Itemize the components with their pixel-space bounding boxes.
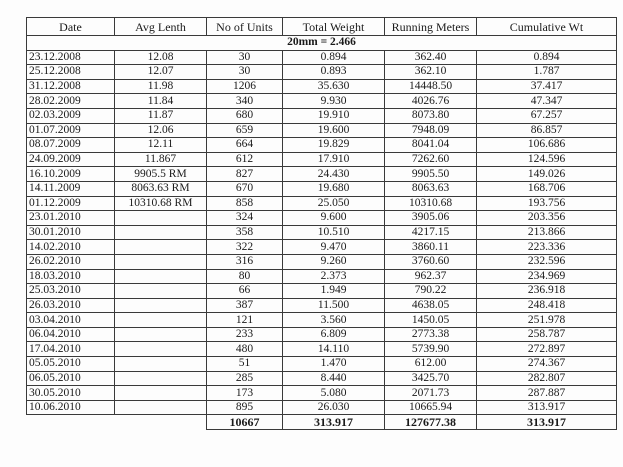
- table-row: [27, 342, 617, 357]
- cell-cumulative-wt: 47.347: [477, 94, 617, 109]
- cell-date: 26.03.2010: [27, 298, 115, 313]
- cell-cumulative-wt: 274.367: [477, 357, 617, 372]
- cell-date: 31.12.2008: [27, 79, 115, 94]
- cell-total-weight: 17.910: [283, 152, 385, 167]
- cell-running-meters: 7948.09: [385, 123, 477, 138]
- cell-cumulative-wt: 258.787: [477, 327, 617, 342]
- table-row: [27, 327, 617, 342]
- cell-cumulative-wt: 106.686: [477, 138, 617, 153]
- cell-total-weight: 19.600: [283, 123, 385, 138]
- cell-avg-length: [115, 254, 207, 269]
- cell-running-meters: 362.10: [385, 65, 477, 80]
- cell-running-meters: 790.22: [385, 284, 477, 299]
- cell-cumulative-wt: 223.336: [477, 240, 617, 255]
- cell-cumulative-wt: 251.978: [477, 313, 617, 328]
- cell-running-meters: 7262.60: [385, 152, 477, 167]
- cell-total-weight: 8.440: [283, 371, 385, 386]
- cell-total-weight: 10.510: [283, 225, 385, 240]
- cell-running-meters: 3905.06: [385, 211, 477, 226]
- table-row: [27, 65, 617, 80]
- cell-units: 30: [207, 65, 283, 80]
- cell-date: 10.06.2010: [27, 400, 115, 415]
- cell-total-weight: 9.260: [283, 254, 385, 269]
- cell-total-weight: 24.430: [283, 167, 385, 182]
- cell-total-weight: 9.470: [283, 240, 385, 255]
- cell-units: 173: [207, 386, 283, 401]
- cell-cumulative-wt: 193.756: [477, 196, 617, 211]
- cell-avg-length: [115, 211, 207, 226]
- cell-units: 664: [207, 138, 283, 153]
- cell-date: 17.04.2010: [27, 342, 115, 357]
- table-row: [27, 400, 617, 415]
- cell-date: 25.03.2010: [27, 284, 115, 299]
- table-row: [27, 298, 617, 313]
- cell-total-weight: 5.080: [283, 386, 385, 401]
- table-row: [27, 50, 617, 65]
- cell-total-weight: 11.500: [283, 298, 385, 313]
- cell-avg-length: [115, 269, 207, 284]
- cell-units: 51: [207, 357, 283, 372]
- cell-cumulative-wt: 37.417: [477, 79, 617, 94]
- header-row: [27, 18, 617, 36]
- cell-running-meters: 10310.68: [385, 196, 477, 211]
- cell-date: 03.04.2010: [27, 313, 115, 328]
- table-row: [27, 108, 617, 123]
- cell-total-weight: 0.893: [283, 65, 385, 80]
- cell-avg-length: 11.98: [115, 79, 207, 94]
- table-body: [27, 36, 617, 415]
- cell-date: 05.05.2010: [27, 357, 115, 372]
- table-row: [27, 284, 617, 299]
- total-weight: 313.917: [283, 415, 385, 430]
- cell-avg-length: [115, 284, 207, 299]
- cell-date: 02.03.2009: [27, 108, 115, 123]
- cell-date: 26.02.2010: [27, 254, 115, 269]
- header-date: Date: [27, 18, 115, 36]
- cell-cumulative-wt: 248.418: [477, 298, 617, 313]
- subheader-row: [27, 36, 617, 51]
- cell-total-weight: 14.110: [283, 342, 385, 357]
- cell-avg-length: 9905.5 RM: [115, 167, 207, 182]
- cell-total-weight: 6.809: [283, 327, 385, 342]
- cell-date: 14.02.2010: [27, 240, 115, 255]
- cell-avg-length: [115, 225, 207, 240]
- cell-running-meters: 4026.76: [385, 94, 477, 109]
- cell-running-meters: 14448.50: [385, 79, 477, 94]
- table-row: [27, 138, 617, 153]
- cell-total-weight: 0.894: [283, 50, 385, 65]
- cell-running-meters: 4217.15: [385, 225, 477, 240]
- cell-avg-length: 11.867: [115, 152, 207, 167]
- cell-running-meters: 2071.73: [385, 386, 477, 401]
- cell-avg-length: [115, 400, 207, 415]
- cell-date: 18.03.2010: [27, 269, 115, 284]
- table-row: [27, 196, 617, 211]
- cell-avg-length: 12.06: [115, 123, 207, 138]
- cell-date: 23.01.2010: [27, 211, 115, 226]
- table-row: [27, 123, 617, 138]
- cell-running-meters: 8073.80: [385, 108, 477, 123]
- cell-units: 233: [207, 327, 283, 342]
- cell-running-meters: 962.37: [385, 269, 477, 284]
- table-row: [27, 269, 617, 284]
- cell-cumulative-wt: 213.866: [477, 225, 617, 240]
- table-row: [27, 211, 617, 226]
- header-cumulative-wt: Cumulative Wt: [477, 18, 617, 36]
- cell-units: 322: [207, 240, 283, 255]
- cell-running-meters: 3760.60: [385, 254, 477, 269]
- cell-cumulative-wt: 313.917: [477, 400, 617, 415]
- cell-units: 670: [207, 181, 283, 196]
- cell-running-meters: 5739.90: [385, 342, 477, 357]
- cell-running-meters: 9905.50: [385, 167, 477, 182]
- cell-date: 14.11.2009: [27, 181, 115, 196]
- cell-running-meters: 8063.63: [385, 181, 477, 196]
- cell-units: 659: [207, 123, 283, 138]
- totals-row: [27, 415, 617, 430]
- cell-total-weight: 19.680: [283, 181, 385, 196]
- cell-units: 387: [207, 298, 283, 313]
- cell-units: 858: [207, 196, 283, 211]
- cell-total-weight: 1.949: [283, 284, 385, 299]
- cell-total-weight: 35.630: [283, 79, 385, 94]
- table-row: [27, 181, 617, 196]
- cell-units: 340: [207, 94, 283, 109]
- cell-date: 28.02.2009: [27, 94, 115, 109]
- cell-cumulative-wt: 168.706: [477, 181, 617, 196]
- cell-date: 01.07.2009: [27, 123, 115, 138]
- cell-units: 612: [207, 152, 283, 167]
- cell-avg-length: 10310.68 RM: [115, 196, 207, 211]
- cell-running-meters: 8041.04: [385, 138, 477, 153]
- cell-date: 25.12.2008: [27, 65, 115, 80]
- cell-units: 316: [207, 254, 283, 269]
- cell-units: 895: [207, 400, 283, 415]
- cell-avg-length: [115, 313, 207, 328]
- cell-units: 480: [207, 342, 283, 357]
- cell-units: 285: [207, 371, 283, 386]
- cell-running-meters: 4638.05: [385, 298, 477, 313]
- total-units: 10667: [207, 415, 283, 430]
- table-row: [27, 357, 617, 372]
- header-total-weight: Total Weight: [283, 18, 385, 36]
- cell-date: 06.04.2010: [27, 327, 115, 342]
- cell-date: 06.05.2010: [27, 371, 115, 386]
- cell-date: 30.05.2010: [27, 386, 115, 401]
- cell-avg-length: 12.07: [115, 65, 207, 80]
- cell-running-meters: 612.00: [385, 357, 477, 372]
- cell-cumulative-wt: 203.356: [477, 211, 617, 226]
- steel-delivery-table: [26, 17, 617, 430]
- cell-total-weight: 9.930: [283, 94, 385, 109]
- cell-date: 24.09.2009: [27, 152, 115, 167]
- cell-avg-length: 11.87: [115, 108, 207, 123]
- cell-cumulative-wt: 272.897: [477, 342, 617, 357]
- table-row: [27, 386, 617, 401]
- cell-total-weight: 25.050: [283, 196, 385, 211]
- cell-running-meters: 3425.70: [385, 371, 477, 386]
- table-row: [27, 167, 617, 182]
- cell-running-meters: 10665.94: [385, 400, 477, 415]
- cell-cumulative-wt: 86.857: [477, 123, 617, 138]
- cell-cumulative-wt: 1.787: [477, 65, 617, 80]
- cell-avg-length: [115, 386, 207, 401]
- cell-cumulative-wt: 287.887: [477, 386, 617, 401]
- cell-avg-length: [115, 342, 207, 357]
- total-running-meters: 127677.38: [385, 415, 477, 430]
- section-subheader: 20mm = 2.466: [27, 36, 617, 51]
- cell-date: 23.12.2008: [27, 50, 115, 65]
- cell-units: 121: [207, 313, 283, 328]
- cell-running-meters: 362.40: [385, 50, 477, 65]
- cell-date: 16.10.2009: [27, 167, 115, 182]
- cell-avg-length: [115, 371, 207, 386]
- cell-units: 827: [207, 167, 283, 182]
- cell-date: 08.07.2009: [27, 138, 115, 153]
- cell-total-weight: 19.910: [283, 108, 385, 123]
- total-cumulative-wt: 313.917: [477, 415, 617, 430]
- cell-cumulative-wt: 124.596: [477, 152, 617, 167]
- header-running-meters: Running Meters: [385, 18, 477, 36]
- cell-cumulative-wt: 0.894: [477, 50, 617, 65]
- table-row: [27, 79, 617, 94]
- cell-cumulative-wt: 67.257: [477, 108, 617, 123]
- cell-cumulative-wt: 149.026: [477, 167, 617, 182]
- cell-total-weight: 9.600: [283, 211, 385, 226]
- cell-total-weight: 19.829: [283, 138, 385, 153]
- table-row: [27, 225, 617, 240]
- cell-units: 680: [207, 108, 283, 123]
- cell-date: 01.12.2009: [27, 196, 115, 211]
- table-row: [27, 94, 617, 109]
- cell-units: 80: [207, 269, 283, 284]
- header-no-of-units: No of Units: [207, 18, 283, 36]
- cell-avg-length: [115, 240, 207, 255]
- cell-cumulative-wt: 232.596: [477, 254, 617, 269]
- cell-total-weight: 1.470: [283, 357, 385, 372]
- cell-cumulative-wt: 282.807: [477, 371, 617, 386]
- cell-cumulative-wt: 236.918: [477, 284, 617, 299]
- cell-units: 1206: [207, 79, 283, 94]
- cell-total-weight: 2.373: [283, 269, 385, 284]
- table-row: [27, 152, 617, 167]
- cell-avg-length: [115, 357, 207, 372]
- cell-avg-length: [115, 298, 207, 313]
- cell-avg-length: 11.84: [115, 94, 207, 109]
- cell-avg-length: 8063.63 RM: [115, 181, 207, 196]
- cell-running-meters: 2773.38: [385, 327, 477, 342]
- cell-units: 66: [207, 284, 283, 299]
- table-row: [27, 313, 617, 328]
- cell-units: 358: [207, 225, 283, 240]
- cell-running-meters: 3860.11: [385, 240, 477, 255]
- cell-total-weight: 26.030: [283, 400, 385, 415]
- cell-total-weight: 3.560: [283, 313, 385, 328]
- table-row: [27, 254, 617, 269]
- cell-avg-length: 12.11: [115, 138, 207, 153]
- cell-avg-length: [115, 327, 207, 342]
- cell-units: 30: [207, 50, 283, 65]
- table-row: [27, 240, 617, 255]
- cell-avg-length: 12.08: [115, 50, 207, 65]
- cell-running-meters: 1450.05: [385, 313, 477, 328]
- header-avg-length: Avg Lenth: [115, 18, 207, 36]
- cell-cumulative-wt: 234.969: [477, 269, 617, 284]
- cell-units: 324: [207, 211, 283, 226]
- table-row: [27, 371, 617, 386]
- cell-date: 30.01.2010: [27, 225, 115, 240]
